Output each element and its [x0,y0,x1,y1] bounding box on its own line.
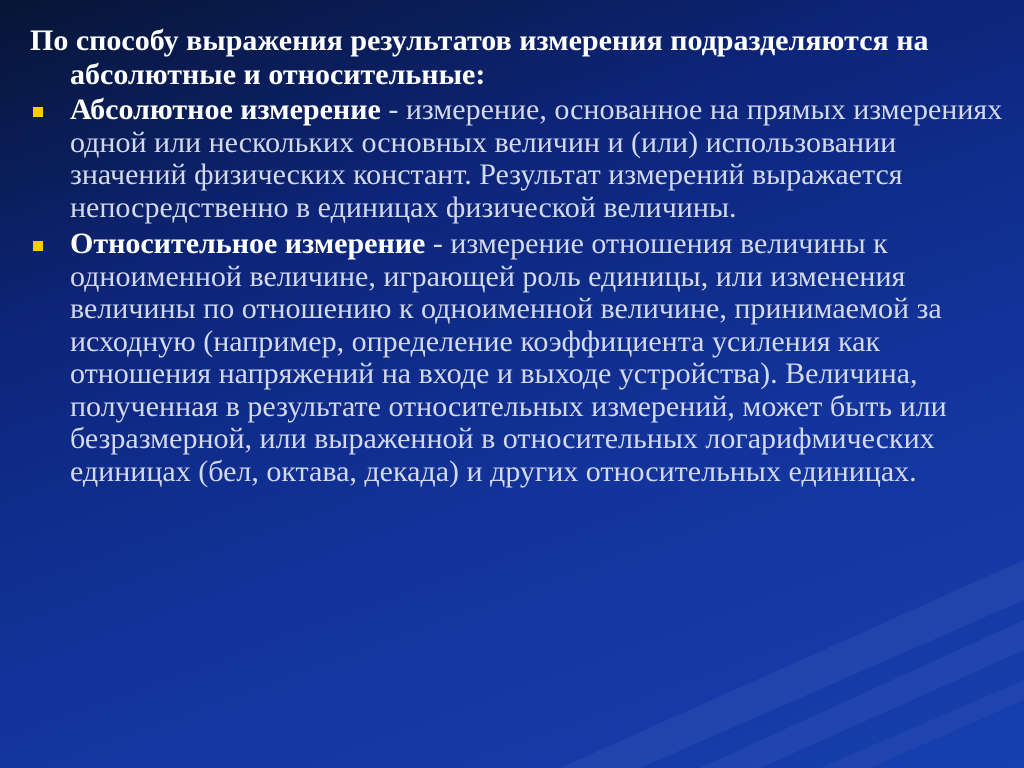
term-relative: Относительное измерение [70,227,426,260]
term-separator: - [425,227,451,260]
square-bullet-icon [33,241,43,251]
square-bullet-icon [33,107,43,117]
definition-relative: измерение отношения величины к одноименной величине, играющей роль единицы, или изменения величины по отношению к одноименной величине, принимаемой за исходную (например, определение коэффициента усиления как отношения напряжений на входе и выходе устройства). Величина, полученная в результате относительных измерений, может быть или безразмерной, или выраженной в относительных логарифмических единицах (бел, октава, декада) и других относительных единицах. [70,227,947,488]
definition-absolute: измерение, основанное на прямых измерениях одной или нескольких основных величин и (или) использовании значений физических констант. Результат измерений выражается непосредственно в единицах физической величины. [70,93,1003,224]
term-absolute: Абсолютное измерение [70,93,381,126]
bullet-item-relative [30,228,1005,488]
slide-content [30,24,1005,488]
bullet-item-absolute [30,94,1005,224]
slide-heading: По способу выражения результатов измерения подразделяются на абсолютные и относительные: [30,24,929,91]
term-separator: - [380,93,406,126]
